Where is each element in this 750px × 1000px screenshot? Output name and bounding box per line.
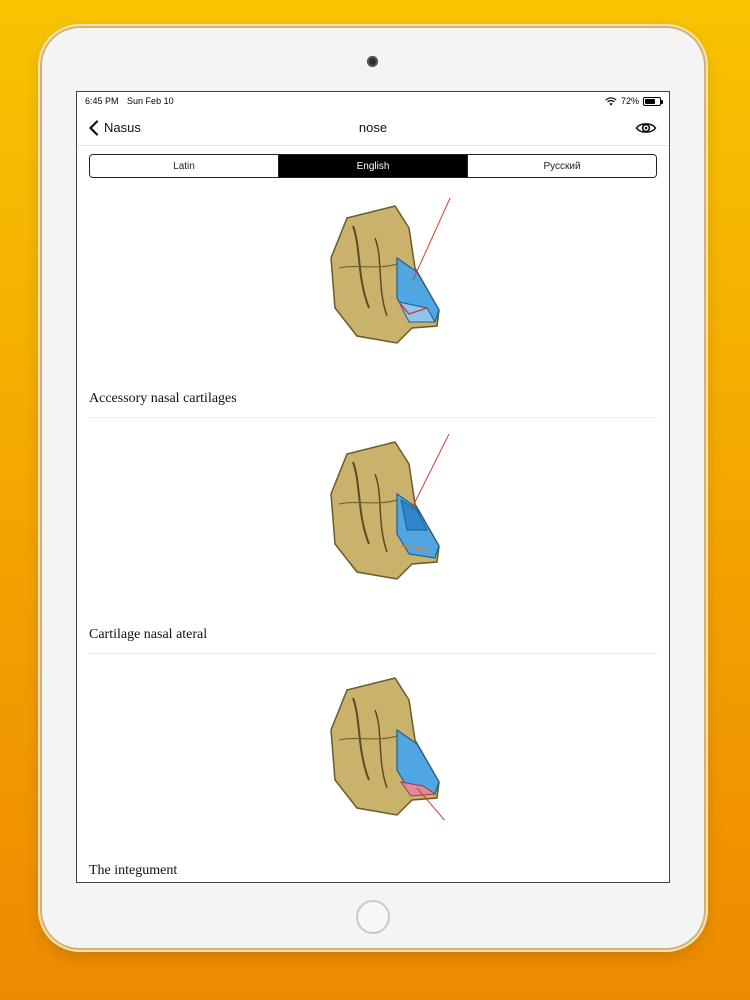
nose-anatomy-illustration (317, 198, 467, 348)
page-title: nose (358, 120, 388, 135)
eye-icon[interactable] (635, 120, 657, 136)
segment-latin[interactable]: Latin (90, 155, 279, 177)
navigation-bar (77, 110, 669, 146)
item-label: Cartilage nasal ateral (89, 627, 208, 642)
home-button[interactable] (356, 900, 390, 934)
segment-russian[interactable]: Русский (468, 155, 656, 177)
nose-anatomy-illustration (317, 670, 467, 820)
language-segmented-control (89, 154, 657, 178)
segment-english[interactable]: English (279, 155, 468, 177)
battery-level-fill (645, 99, 655, 104)
status-time: 6:45 PM (85, 96, 119, 106)
nose-anatomy-illustration (317, 434, 467, 584)
item-label: Accessory nasal cartilages (89, 391, 237, 406)
status-date: Sun Feb 10 (127, 96, 174, 106)
battery-icon (643, 97, 661, 106)
term-list (77, 182, 669, 883)
chevron-left-icon (87, 120, 101, 136)
list-item[interactable] (89, 418, 657, 654)
ipad-frame (42, 28, 704, 948)
back-button-label: Nasus (104, 120, 141, 135)
front-camera (367, 56, 378, 67)
app-screen (76, 91, 670, 883)
item-label: The integument (89, 863, 178, 878)
status-bar (77, 92, 669, 110)
battery-percent: 72% (620, 96, 639, 106)
wifi-icon (605, 97, 617, 106)
list-item[interactable] (89, 654, 657, 883)
back-button[interactable] (87, 120, 141, 136)
list-item[interactable] (89, 182, 657, 418)
